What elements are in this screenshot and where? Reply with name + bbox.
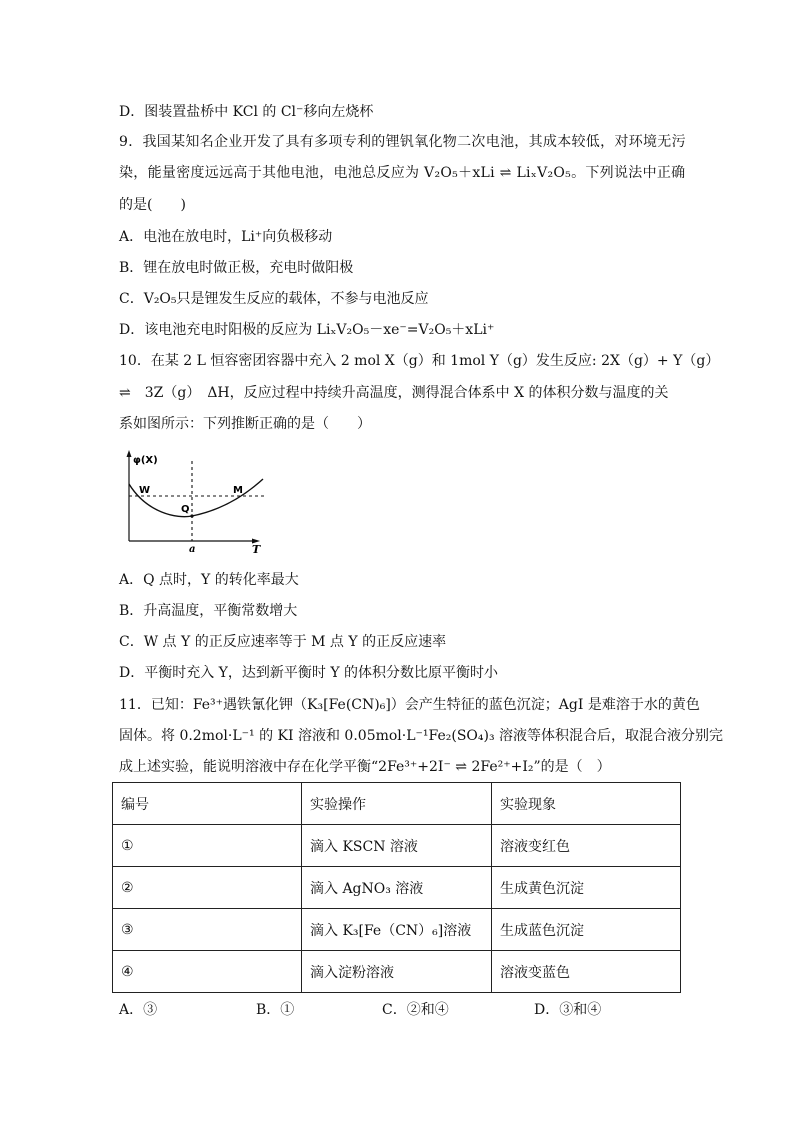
y-axis-arrow xyxy=(127,450,132,457)
q11-option-b: B．① xyxy=(256,1002,295,1018)
header-phenomenon: 实验现象 xyxy=(492,783,681,825)
q11-option-d: D．③和④ xyxy=(534,1002,602,1018)
point-q-marker xyxy=(190,514,193,517)
q9-option-c: C．V₂O₅只是锂发生反应的载体，不参与电池反应 xyxy=(119,291,429,307)
point-q-label: Q xyxy=(181,504,190,515)
table-header-row xyxy=(113,783,681,825)
q11-stem-line-3: 成上述实验，能说明溶液中存在化学平衡“2Fe³⁺+2I⁻ ⇌ 2Fe²⁺+I₂”的是（ ） xyxy=(119,759,611,775)
q9-stem-line-2: 染，能量密度远远高于其他电池，电池总反应为 V₂O₅＋xLi ⇌ LiₓV₂O₅。下列说法中正确 xyxy=(119,165,686,181)
table-cell: ① xyxy=(113,825,302,867)
x-axis-label: T xyxy=(252,543,261,556)
header-operation: 实验操作 xyxy=(302,783,492,825)
table-row xyxy=(113,951,681,993)
q9-option-a: A．电池在放电时，Li⁺向负极移动 xyxy=(119,229,333,245)
table-cell: 滴入 KSCN 溶液 xyxy=(302,825,492,867)
x-mark-label: a xyxy=(189,544,196,555)
q10-stem-line-2: ⇌ 3Z（g） ΔH，反应过程中持续升高温度，测得混合体系中 X 的体积分数与温度的关 xyxy=(119,385,669,401)
header-number: 编号 xyxy=(113,783,302,825)
table-cell: 滴入淀粉溶液 xyxy=(302,951,492,993)
q10-option-a: A．Q 点时，Y 的转化率最大 xyxy=(119,572,299,588)
q9-option-d: D．该电池充电时阳极的反应为 LiₓV₂O₅－xe⁻=V₂O₅＋xLi⁺ xyxy=(119,322,495,338)
q9-stem-line-3: 的是( ) xyxy=(119,197,186,213)
q11-option-c: C．②和④ xyxy=(382,1002,449,1018)
point-m-label: M xyxy=(233,485,243,496)
q10-graph xyxy=(119,449,269,557)
table-cell: ② xyxy=(113,867,302,909)
y-axis-label: φ(X) xyxy=(133,455,158,466)
table-cell: 滴入 AgNO₃ 溶液 xyxy=(302,867,492,909)
q11-option-a: A．③ xyxy=(119,1002,158,1018)
table-cell: ④ xyxy=(113,951,302,993)
q8-option-d: D．图装置盐桥中 KCl 的 Cl⁻移向左烧杯 xyxy=(119,104,374,120)
q10-stem-line-3: 系如图所示：下列推断正确的是（ ） xyxy=(119,416,371,432)
table-cell: ③ xyxy=(113,909,302,951)
q10-option-c: C．W 点 Y 的正反应速率等于 M 点 Y 的正反应速率 xyxy=(119,634,447,650)
q11-experiment-table xyxy=(112,782,681,993)
q10-option-b: B．升高温度，平衡常数增大 xyxy=(119,603,298,619)
table-cell: 生成蓝色沉淀 xyxy=(492,909,681,951)
table-cell: 溶液变红色 xyxy=(492,825,681,867)
q11-stem-line-1: 11．已知：Fe³⁺遇铁氰化钾（K₃[Fe(CN)₆]）会产生特征的蓝色沉淀；AgI 是难溶于水的黄色 xyxy=(119,697,700,713)
q11-stem-line-2: 固体。将 0.2mol·L⁻¹ 的 KI 溶液和 0.05mol·L⁻¹Fe₂(SO₄)₃ 溶液等体积混合后，取混合液分别完 xyxy=(119,728,724,744)
table-cell: 溶液变蓝色 xyxy=(492,951,681,993)
q9-stem-line-1: 9．我国某知名企业开发了具有多项专利的锂钒氧化物二次电池，其成本较低，对环境无污 xyxy=(119,134,686,150)
q9-option-b: B．锂在放电时做正极，充电时做阳极 xyxy=(119,260,354,276)
table-row xyxy=(113,867,681,909)
table-row xyxy=(113,825,681,867)
table-row xyxy=(113,909,681,951)
point-w-label: W xyxy=(139,485,151,496)
q10-stem-line-1: 10．在某 2 L 恒容密团容器中充入 2 mol X（g）和 1mol Y（g）发生反应: 2X（g）+ Y（g） xyxy=(119,353,720,369)
q10-option-d: D．平衡时充入 Y，达到新平衡时 Y 的体积分数比原平衡时小 xyxy=(119,665,499,681)
table-cell: 滴入 K₃[Fe（CN）₆]溶液 xyxy=(302,909,492,951)
table-cell: 生成黄色沉淀 xyxy=(492,867,681,909)
